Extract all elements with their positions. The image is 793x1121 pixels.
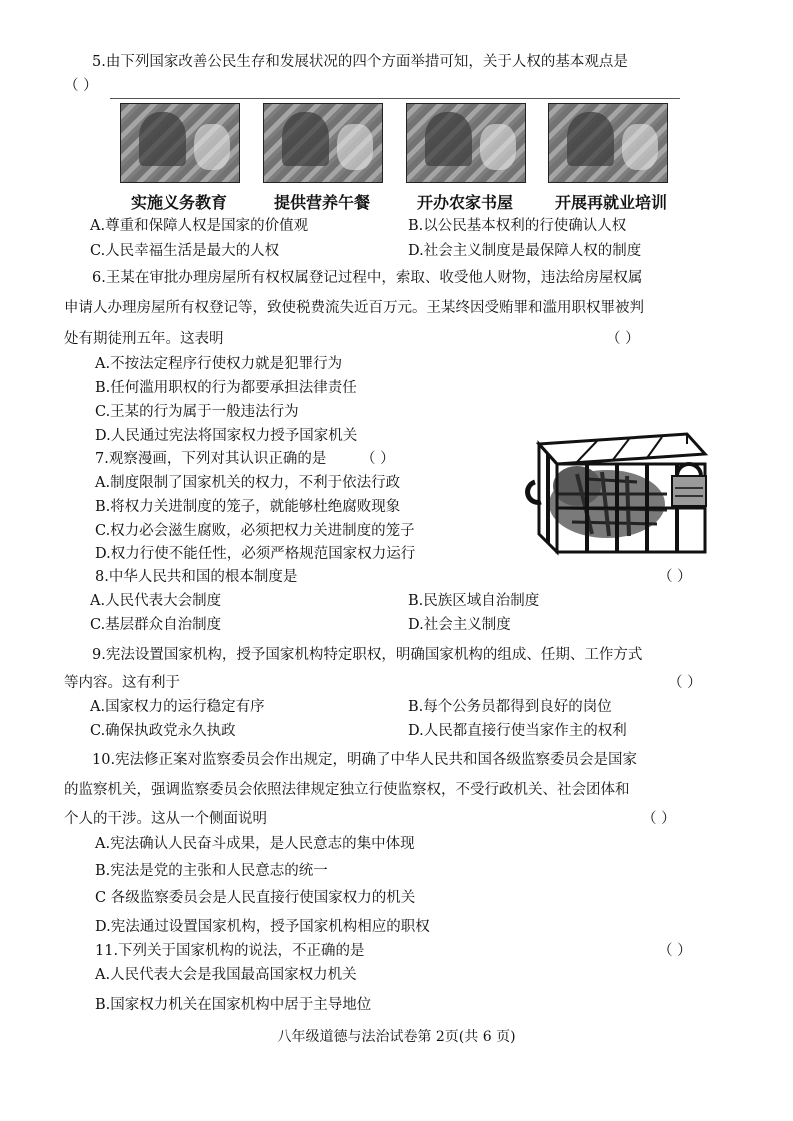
q5-option-a: A.尊重和保障人权是国家的价值观	[90, 218, 309, 234]
q10-option-a: A.宪法确认人民奋斗成果，是人民意志的集中体现	[95, 836, 415, 852]
photo-compulsory-education	[120, 103, 240, 183]
q10-option-b: B.宪法是党的主张和人民意志的统一	[95, 863, 328, 879]
q8-option-a: A.人民代表大会制度	[90, 593, 222, 609]
q10-stem-line1: 10.宪法修正案对监察委员会作出规定，明确了中华人民共和国各级监察委员会是国家	[92, 752, 638, 768]
q11-option-a: A.人民代表大会是我国最高国家权力机关	[95, 967, 357, 983]
photo-reemployment-training	[548, 103, 668, 183]
q8-stem: 8.中华人民共和国的根本制度是	[95, 569, 298, 585]
q11-stem: 11.下列关于国家机构的说法，不正确的是	[95, 943, 365, 959]
q7-answer-paren: （ ）	[361, 451, 395, 467]
q10-option-d: D.宪法通过设置国家机构，授予国家机构相应的职权	[95, 919, 430, 935]
q5-stem: 5.由下列国家改善公民生存和发展状况的四个方面举措可知，关于人权的基本观点是	[92, 54, 628, 70]
q9-option-a: A.国家权力的运行稳定有序	[90, 699, 265, 715]
q5-option-d: D.社会主义制度是最保障人权的制度	[408, 243, 642, 259]
q9-option-c: C.确保执政党永久执政	[90, 723, 236, 739]
q10-option-c: C 各级监察委员会是人民直接行使国家权力的机关	[95, 890, 416, 906]
caged-tiger-cartoon	[517, 424, 717, 556]
caption-reemployment-training: 开展再就业培训	[554, 193, 667, 212]
q11-answer-paren: （ ）	[658, 943, 692, 959]
q5-option-b: B.以公民基本权利的行使确认人权	[408, 218, 627, 234]
q6-answer-paren: （ ）	[606, 331, 640, 347]
q9-answer-paren: （ ）	[668, 675, 702, 691]
q6-stem-line3: 处有期徒刑五年。这表明	[64, 331, 224, 347]
q8-option-b: B.民族区域自治制度	[408, 593, 540, 609]
q7-option-b: B.将权力关进制度的笼子，就能够杜绝腐败现象	[95, 499, 401, 515]
photo-nutritious-lunch	[263, 103, 383, 183]
q6-option-c: C.王某的行为属于一般违法行为	[95, 404, 299, 420]
q6-option-a: A.不按法定程序行使权力就是犯罪行为	[95, 356, 343, 372]
photo-farmer-library	[406, 103, 526, 183]
q6-stem-line1: 6.王某在审批办理房屋所有权权属登记过程中，索取、收受他人财物，违法给房屋权属	[92, 270, 643, 286]
q9-option-d: D.人民都直接行使当家作主的权利	[408, 723, 627, 739]
caption-farmer-library: 开办农家书屋	[416, 193, 513, 212]
q10-stem-line2: 的监察机关，强调监察委员会依照法律规定独立行使监察权，不受行政机关、社会团体和	[64, 782, 630, 798]
caption-nutritious-lunch: 提供营养午餐	[273, 193, 370, 212]
q8-option-d: D.社会主义制度	[408, 617, 511, 633]
q8-option-c: C.基层群众自治制度	[90, 617, 222, 633]
q5-option-c: C.人民幸福生活是最大的人权	[90, 243, 280, 259]
photo-top-rule	[110, 98, 680, 99]
q11-option-b: B.国家权力机关在国家机构中居于主导地位	[95, 997, 372, 1013]
q7-option-d: D.权力行使不能任性，必须严格规范国家权力运行	[95, 546, 416, 562]
q10-answer-paren: （ ）	[642, 811, 676, 827]
q7-stem: 7.观察漫画，下列对其认识正确的是	[95, 451, 327, 467]
q9-option-b: B.每个公务员都得到良好的岗位	[408, 699, 612, 715]
q5-answer-paren: （ ）	[64, 78, 98, 94]
q8-answer-paren: （ ）	[658, 569, 692, 585]
q6-option-b: B.任何滥用职权的行为都要承担法律责任	[95, 380, 357, 396]
q7-option-c: C.权力必会滋生腐败，必须把权力关进制度的笼子	[95, 523, 415, 539]
q7-option-a: A.制度限制了国家机关的权力，不利于依法行政	[95, 475, 401, 491]
caption-compulsory-education: 实施义务教育	[130, 193, 227, 212]
q6-option-d: D.人民通过宪法将国家权力授予国家机关	[95, 428, 358, 444]
q10-stem-line3: 个人的干涉。这从一个侧面说明	[64, 811, 267, 827]
q6-stem-line2: 申请人办理房屋所有权登记等，致使税费流失近百万元。王某终因受贿罪和滥用职权罪被判	[64, 300, 644, 316]
page-footer: 八年级道德与法治试卷第 2页(共 6 页)	[277, 1029, 516, 1045]
q9-stem-line2: 等内容。这有利于	[64, 675, 180, 691]
q9-stem-line1: 9.宪法设置国家机构，授予国家机构特定职权，明确国家机构的组成、任期、工作方式	[92, 647, 643, 663]
